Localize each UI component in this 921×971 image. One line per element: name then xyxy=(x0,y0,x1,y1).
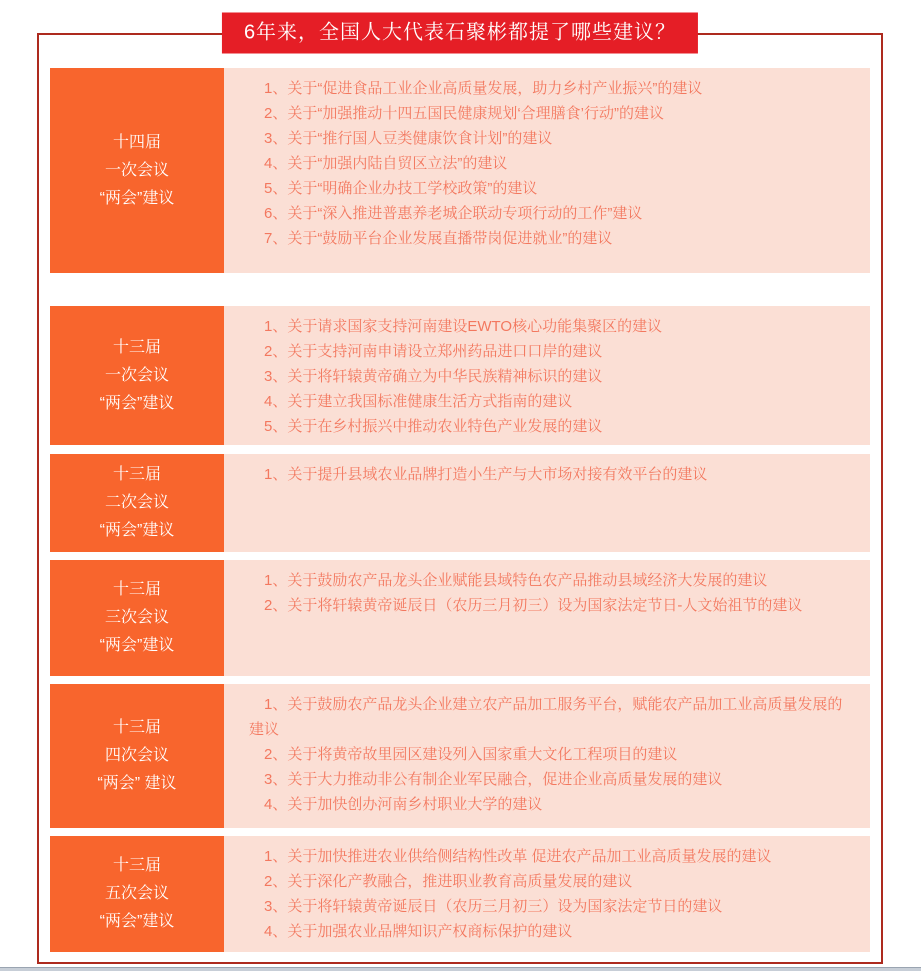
session-label-line: “两会”建议 xyxy=(99,913,175,930)
page-title-banner xyxy=(222,13,698,54)
session-label-line: 五次会议 xyxy=(104,885,169,902)
session-label-line: “两会” 建议 xyxy=(97,775,177,792)
content-frame xyxy=(37,21,883,964)
session-label-line: “两会”建议 xyxy=(99,189,175,207)
session-label-line: 三次会议 xyxy=(104,609,169,626)
proposal-item: 2、关于深化产教融合，推进职业教育高质量发展的建议 xyxy=(264,873,633,890)
session-row xyxy=(50,684,870,828)
proposal-item: 2、关于将黄帝故里园区建设列入国家重大文化工程项目的建议 xyxy=(264,746,678,763)
session-label xyxy=(50,684,224,828)
session-label-line: 十三届 xyxy=(112,581,161,598)
proposal-list xyxy=(224,306,870,445)
bottom-divider-line xyxy=(0,967,921,971)
session-list xyxy=(50,68,870,952)
session-label-line: 十三届 xyxy=(112,466,161,483)
proposal-item: 1、关于加快推进农业供给侧结构性改革 促进农产品加工业高质量发展的建议 xyxy=(264,848,772,865)
session-row xyxy=(50,454,870,552)
session-label xyxy=(50,560,224,676)
session-label-line: “两会”建议 xyxy=(99,522,175,539)
proposal-item: 5、关于“明确企业办技工学校政策”的建议 xyxy=(264,180,538,197)
proposal-item: 1、关于“促进食品工业企业高质量发展，助力乡村产业振兴”的建议 xyxy=(264,80,703,97)
session-row xyxy=(50,836,870,952)
session-label-line: 一次会议 xyxy=(104,366,169,384)
session-label-line: “两会”建议 xyxy=(99,394,175,412)
proposal-item: 3、关于“推行国人豆类健康饮食计划”的建议 xyxy=(264,130,553,147)
proposal-item: 1、关于请求国家支持河南建设EWTO核心功能集聚区的建议 xyxy=(264,318,663,335)
proposal-item: 2、关于“加强推动十四五国民健康规划‘合理膳食’行动”的建议 xyxy=(264,105,665,122)
proposal-item: 5、关于在乡村振兴中推动农业特色产业发展的建议 xyxy=(264,418,603,435)
proposal-list xyxy=(224,454,870,552)
session-label-line: 十三届 xyxy=(112,857,161,874)
session-row xyxy=(50,306,870,445)
proposal-item: 2、关于将轩辕黄帝诞辰日（农历三月初三）设为国家法定节日-人文始祖节的建议 xyxy=(264,597,803,614)
session-label xyxy=(50,454,224,552)
proposal-item: 1、关于提升县域农业品牌打造小生产与大市场对接有效平台的建议 xyxy=(264,466,708,483)
proposal-item: 6、关于“深入推进普惠养老城企联动专项行动的工作”建议 xyxy=(264,205,643,222)
session-label xyxy=(50,306,224,445)
proposal-item: 7、关于“鼓励平台企业发展直播带岗促进就业”的建议 xyxy=(264,230,613,247)
proposal-list xyxy=(224,560,870,676)
session-label xyxy=(50,836,224,952)
proposal-item: 4、关于加强农业品牌知识产权商标保护的建议 xyxy=(264,923,573,940)
page-title: 6年来，全国人大代表石聚彬都提了哪些建议？ xyxy=(243,21,677,44)
proposal-item: 4、关于加快创办河南乡村职业大学的建议 xyxy=(264,796,543,813)
proposal-item: 4、关于“加强内陆自贸区立法”的建议 xyxy=(264,155,508,172)
proposal-item: 3、关于将轩辕黄帝确立为中华民族精神标识的建议 xyxy=(264,368,603,385)
proposal-item: 3、关于大力推动非公有制企业军民融合，促进企业高质量发展的建议 xyxy=(264,771,723,788)
session-label xyxy=(50,68,224,273)
proposal-item: 2、关于支持河南申请设立郑州药品进口口岸的建议 xyxy=(264,343,603,360)
proposal-list xyxy=(224,684,870,828)
proposal-item: 3、关于将轩辕黄帝诞辰日（农历三月初三）设为国家法定节日的建议 xyxy=(264,898,723,915)
session-label-line: 一次会议 xyxy=(104,161,169,179)
proposal-list xyxy=(224,68,870,273)
proposal-item: 1、关于鼓励农产品龙头企业赋能县域特色农产品推动县域经济大发展的建议 xyxy=(264,572,768,589)
proposal-list xyxy=(224,836,870,952)
session-label-line: “两会”建议 xyxy=(99,637,175,654)
proposal-item: 4、关于建立我国标准健康生活方式指南的建议 xyxy=(264,393,573,410)
session-label-line: 十四届 xyxy=(112,133,161,151)
session-label-line: 四次会议 xyxy=(104,747,169,764)
session-label-line: 十三届 xyxy=(112,719,161,736)
session-row xyxy=(50,68,870,273)
session-label-line: 二次会议 xyxy=(104,494,169,511)
session-label-line: 十三届 xyxy=(112,338,161,356)
proposal-item: 1、关于鼓励农产品龙头企业建立农产品加工服务平台，赋能农产品加工业高质量发展的建议 xyxy=(249,696,843,738)
session-row xyxy=(50,560,870,676)
